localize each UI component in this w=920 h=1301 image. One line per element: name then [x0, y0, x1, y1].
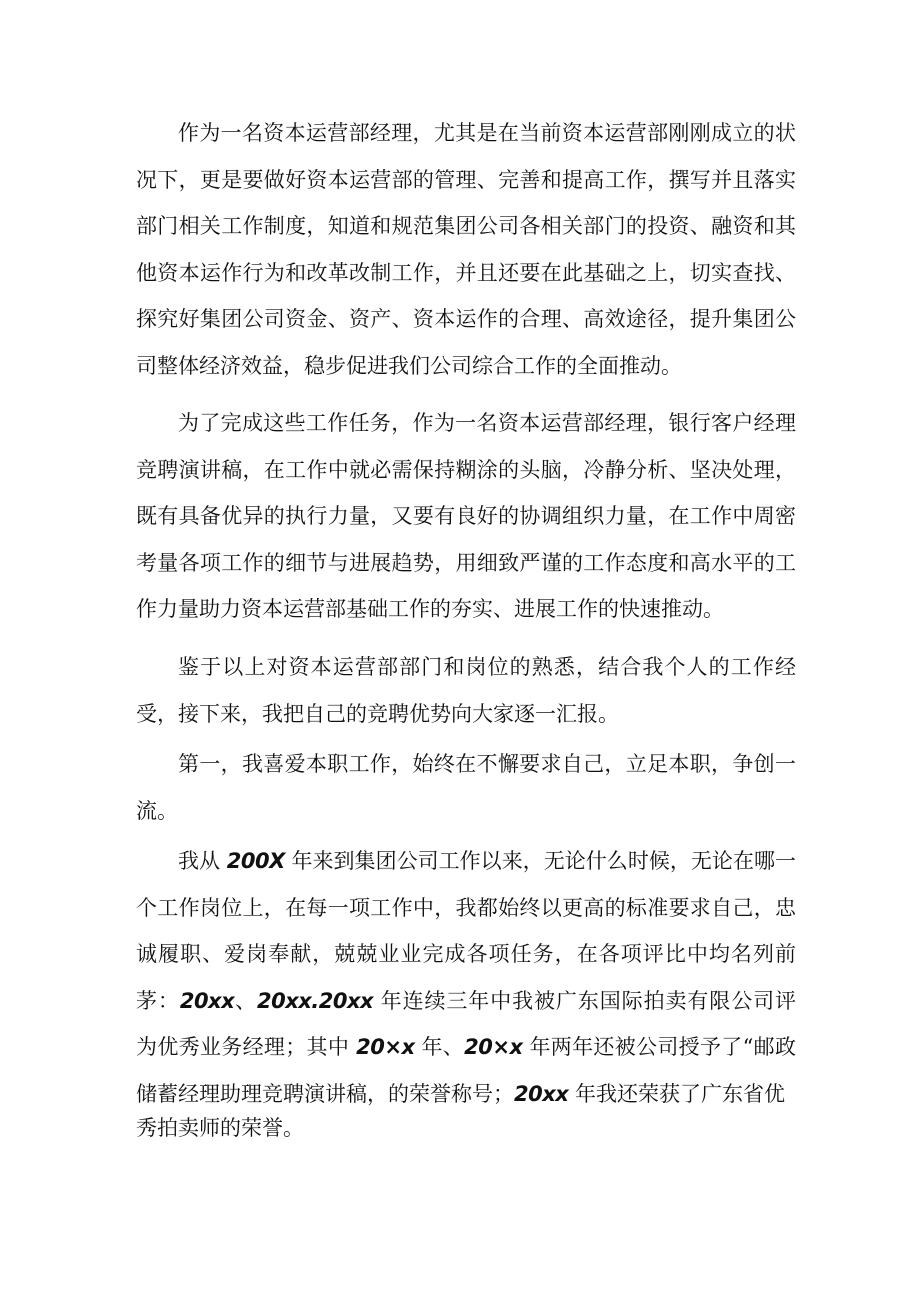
paragraph-1: 作为一名资本运营部经理，尤其是在当前资本运营部刚刚成立的状况下，更是要做好资本运营部的管理、完善和提高工作，撰写并且落实部门相关工作制度，知道和规范集团公司各相关部门的投资、融资和其他资本运作行为和改革改制工作，并且还要在此基础之上，切实查找、探究好集团公司资金、资产、资本运作的合理、高效途径，提升集团公司整体经济效益，稳步促进我们公司综合工作的全面推动。	[136, 121, 796, 378]
year-range-20xx: 20xx.20xx	[256, 988, 374, 1013]
paragraph-2: 为了完成这些工作任务，作为一名资本运营部经理，银行客户经理竞聘演讲稿，在工作中就必需保持糊涂的头脑，冷静分析、坚决处理，既有具备优异的执行力量，又要有良好的协调组织力量，在工作中周密考量各项工作的细节与进展趋势，用细致严谨的工作态度和高水平的工作力量助力资本运营部基础工作的夯实、进展工作的快速推动。	[136, 411, 796, 621]
paragraph-5-tail: 秀拍卖师的荣誉。	[136, 1116, 304, 1140]
paragraph-5-text-3: 、	[234, 988, 257, 1013]
paragraph-5-text-7: 年我还荣获了广东省优	[568, 1081, 786, 1106]
year-20xx-b: 20×x	[356, 1035, 415, 1059]
year-20xx-d: 20xx	[514, 1081, 569, 1106]
paragraph-5	[136, 838, 796, 1117]
paragraph-5-text-6: 年两年还被公司授予了“邮政储蓄经理助理竞聘演讲稿，的荣誉称号；	[136, 1035, 796, 1106]
paragraph-5-text-4: 年连续三年中我被广东国际拍卖有限公司评为优秀业务经理；其中	[136, 988, 797, 1059]
paragraph-5-text-1: 我从	[178, 849, 227, 873]
year-20xx-a: 20xx	[179, 988, 235, 1013]
paragraph-3: 鉴于以上对资本运营部部门和岗位的熟悉，结合我个人的工作经受，接下来，我把自己的竞聘优势向大家逐一汇报。	[136, 655, 796, 726]
year-20xx-c: 20×x	[464, 1035, 523, 1059]
paragraph-4: 第一，我喜爱本职工作，始终在不懈要求自己，立足本职，争创一流。	[136, 752, 796, 823]
paragraph-5-text-5: 年、	[414, 1035, 465, 1059]
paragraph-5-text-2: 年来到集团公司工作以来，无论什么时候，无论在哪一个工作岗位上，在每一项工作中，我都始终以更高的标准要求自己，忠诚履职、爱岗奉献，兢兢业业完成各项任务，在各项评比中均名列前茅：	[136, 849, 796, 1013]
year-200x: 200X	[226, 849, 285, 873]
